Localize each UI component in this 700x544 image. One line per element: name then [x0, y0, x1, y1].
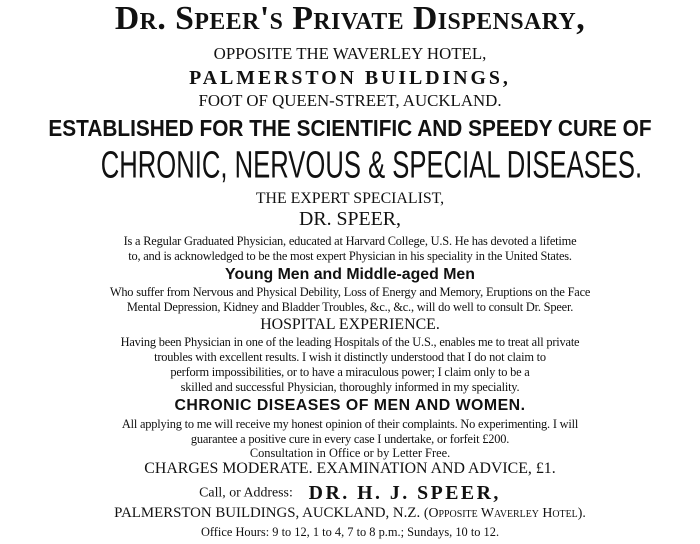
- location-line-1: OPPOSITE THE WAVERLEY HOTEL,: [213, 44, 487, 63]
- bio-line-1: Is a Regular Graduated Physician, educated at Harvard College, U.S. He has devoted a lifetime: [123, 234, 577, 248]
- address-note: (Opposite Waverley Hotel).: [423, 506, 586, 521]
- doctor-name-heading: DR. SPEER,: [299, 208, 401, 230]
- hospital-line-2: troubles with excellent results. I wish it distinctly understood that I do not claim to: [154, 350, 546, 364]
- established-line: ESTABLISHED FOR THE SCIENTIFIC AND SPEEDY CURE OF: [48, 116, 652, 142]
- young-men-line-2: Mental Depression, Kidney and Bladder Troubles, &c., &c., will do well to consult Dr. Speer.: [126, 300, 574, 314]
- call-line: [3, 482, 697, 505]
- chronic-heading: CHRONIC DISEASES OF MEN AND WOMEN.: [174, 397, 526, 414]
- address-text: PALMERSTON BUILDINGS, AUCKLAND, N.Z.: [114, 505, 421, 521]
- chronic-line-1: All applying to me will receive my honest opinion of their complaints. No experimenting. I will: [121, 417, 579, 431]
- bio-line-2: to, and is acknowledged to be the most expert Physician in his speciality in the United States.: [128, 249, 572, 263]
- hospital-heading: HOSPITAL EXPERIENCE.: [260, 316, 440, 333]
- location-line-2: PALMERSTON BUILDINGS,: [189, 67, 511, 89]
- location-line-3: FOOT OF QUEEN-STREET, AUCKLAND.: [198, 91, 502, 110]
- chronic-line-2: guarantee a positive cure in every case I undertake, or forfeit £200.: [190, 432, 510, 446]
- young-men-heading: Young Men and Middle-aged Men: [225, 266, 475, 283]
- address-line: [3, 505, 697, 522]
- office-hours: Office Hours: 9 to 12, 1 to 4, 7 to 8 p.m.; Sundays, 10 to 12.: [200, 525, 500, 539]
- ad-title: Dr. Speer's Private Dispensary,: [114, 0, 586, 37]
- signature-name: DR. H. J. SPEER,: [308, 482, 501, 504]
- hospital-line-4: skilled and successful Physician, thoroughly informed in my speciality.: [180, 380, 520, 394]
- charges-line: CHARGES MODERATE. EXAMINATION AND ADVICE, £1.: [144, 460, 556, 477]
- call-label: Call, or Address:: [199, 485, 293, 501]
- hospital-line-3: perform impossibilities, or to have a miraculous power; I claim only to be a: [170, 365, 530, 379]
- expert-label: THE EXPERT SPECIALIST,: [255, 190, 445, 207]
- diseases-heading: CHRONIC, NERVOUS & SPECIAL DISEASES.: [100, 143, 643, 187]
- young-men-line-1: Who suffer from Nervous and Physical Debility, Loss of Energy and Memory, Eruptions on the Face: [109, 285, 591, 299]
- hospital-line-1: Having been Physician in one of the leading Hospitals of the U.S., enables me to treat all private: [120, 335, 580, 349]
- consultation-line: Consultation in Office or by Letter Free.: [249, 446, 451, 460]
